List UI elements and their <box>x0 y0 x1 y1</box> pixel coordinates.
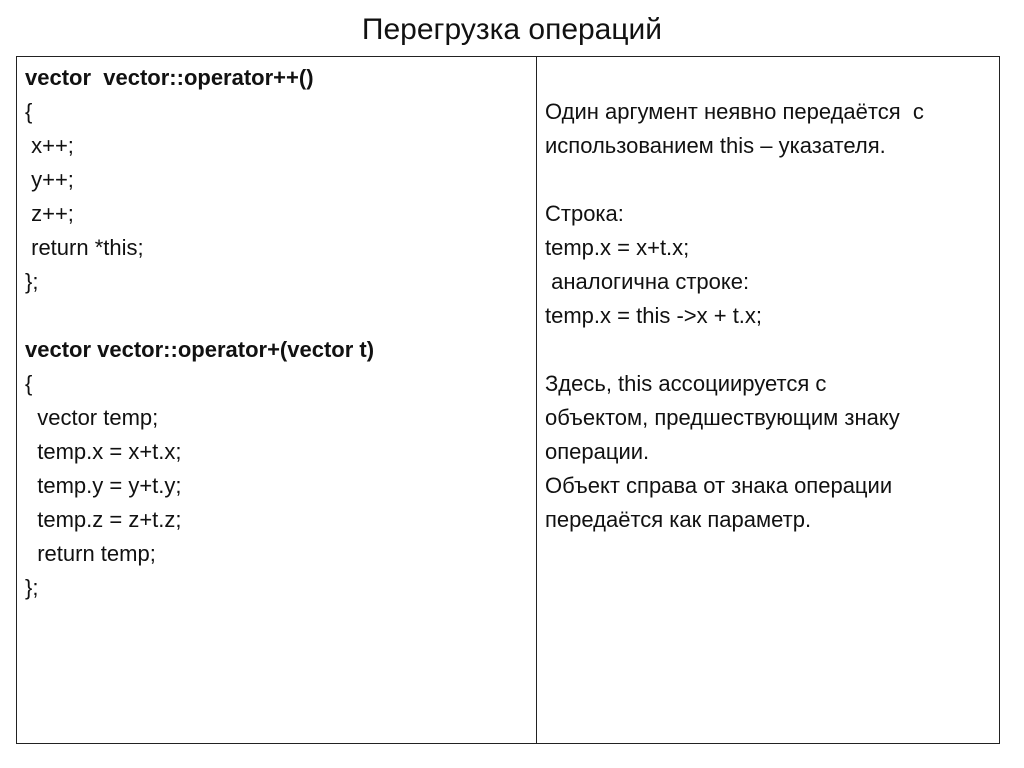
code-line: z++; <box>25 201 74 226</box>
blank-line <box>25 299 536 333</box>
explanation-cell <box>537 57 999 743</box>
code-line: temp.x = x+t.x; <box>25 439 182 464</box>
code-line: return temp; <box>25 541 156 566</box>
explanation-line: аналогична строке: <box>545 269 750 294</box>
blank-line <box>545 333 991 367</box>
explanation-line: операции. <box>545 439 650 464</box>
explanation-line: temp.x = this ->x + t.x; <box>545 303 763 328</box>
explanation-line: передаётся как параметр. <box>545 507 812 532</box>
code-line: vector temp; <box>25 405 159 430</box>
code-line: temp.z = z+t.z; <box>25 507 182 532</box>
explanation-line: Строка: <box>545 201 624 226</box>
explanation-line: объектом, предшествующим знаку <box>545 405 900 430</box>
code-line: temp.y = y+t.y; <box>25 473 182 498</box>
code-line: }; <box>25 269 39 294</box>
explanation-line: temp.x = x+t.x; <box>545 235 690 260</box>
explanation-line: Объект справа от знака операции <box>545 473 893 498</box>
code-line: { <box>25 371 33 396</box>
explanation-line: использованием this – указателя. <box>545 133 886 158</box>
blank-line <box>545 163 991 197</box>
explanation-line: Здесь, this ассоциируется с <box>545 371 827 396</box>
slide-title: Перегрузка операций <box>361 13 663 46</box>
code-line: }; <box>25 575 39 600</box>
code-line: return *this; <box>25 235 144 260</box>
code-line: vector vector::operator+(vector t) <box>25 337 375 362</box>
explanation-line: Один аргумент неявно передаётся с <box>545 99 924 124</box>
code-cell <box>17 57 537 743</box>
content-table <box>16 56 1000 744</box>
code-line: vector vector::operator++() <box>25 65 314 90</box>
code-line: { <box>25 99 33 124</box>
code-line: y++; <box>25 167 74 192</box>
code-line: x++; <box>25 133 74 158</box>
